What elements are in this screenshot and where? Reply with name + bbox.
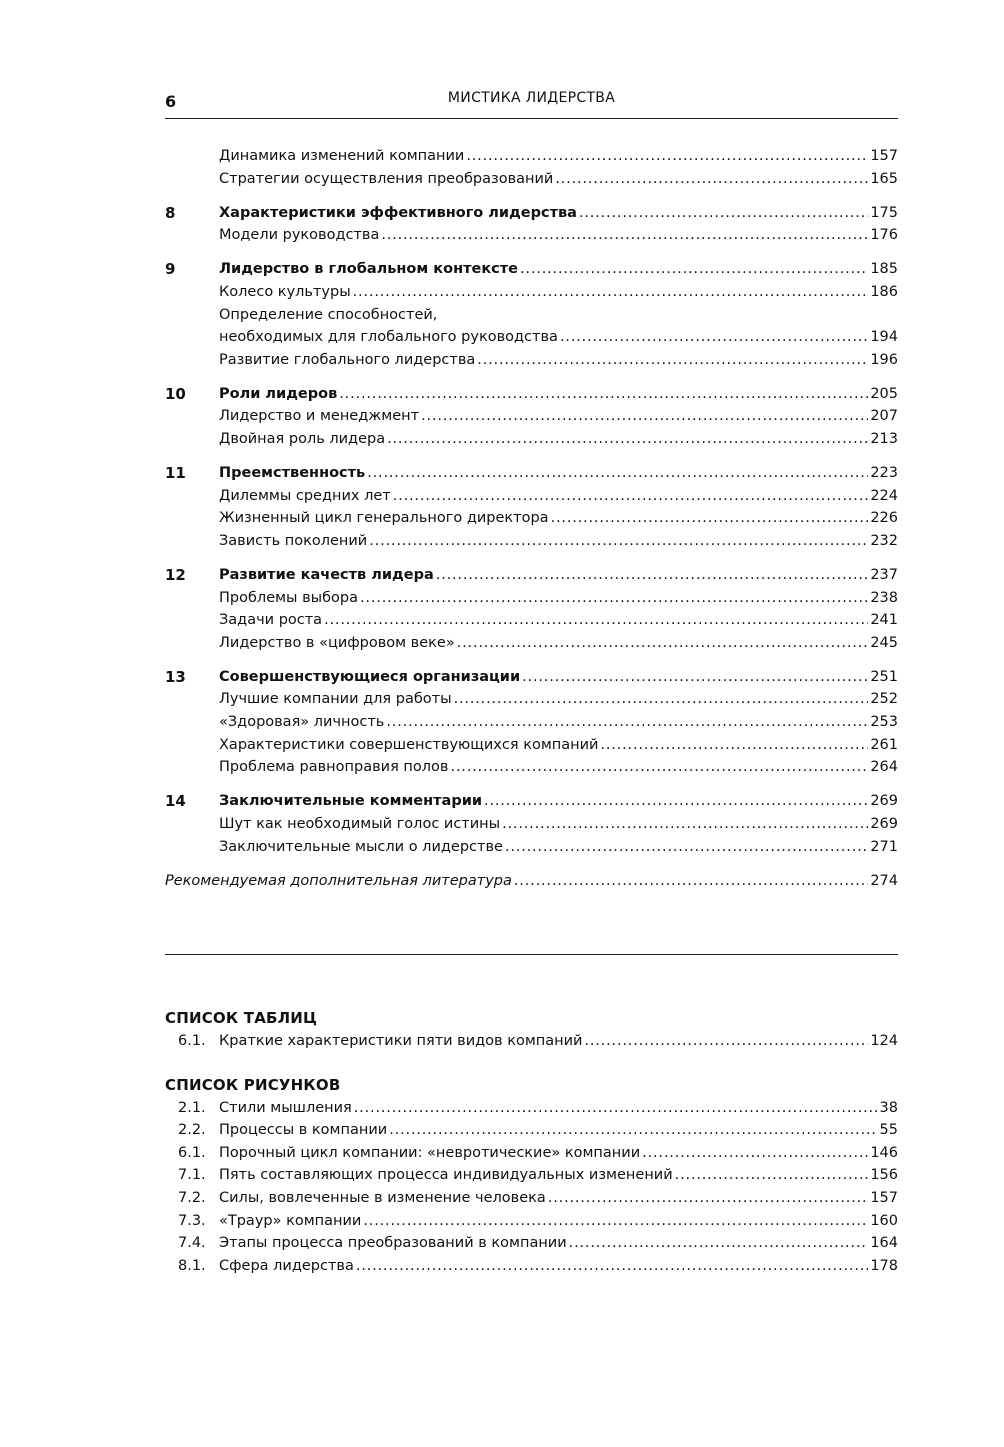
- chapter-title: Преемственность: [219, 465, 366, 482]
- toc-item[interactable]: [165, 632, 898, 655]
- chapter-number: 10: [165, 384, 186, 403]
- toc-item-title: необходимых для глобального руководства: [219, 329, 558, 346]
- toc-chapter-12[interactable]: [165, 564, 898, 587]
- toc-item-title: Модели руководства: [219, 227, 380, 244]
- chapter-page: 223: [870, 465, 898, 482]
- toc-item-title: Определение способностей,: [219, 306, 438, 323]
- toc-item-page: 224: [870, 487, 898, 504]
- toc-item[interactable]: [165, 428, 898, 451]
- item-number: 6.1.: [178, 1144, 206, 1161]
- item-title: Силы, вовлеченные в изменение человека: [219, 1189, 546, 1206]
- toc-item[interactable]: [165, 281, 898, 304]
- figure-list-item[interactable]: [165, 1232, 898, 1255]
- page-number: 6: [165, 92, 177, 111]
- toc-item[interactable]: [165, 224, 898, 247]
- item-page: 178: [870, 1257, 898, 1274]
- toc-item-title: «Здоровая» личность: [219, 714, 385, 731]
- toc-item-page: 157: [870, 148, 898, 164]
- toc-item-title: Стратегии осуществления преобразований: [219, 170, 554, 187]
- toc-item-page: 232: [870, 532, 898, 549]
- item-number: 2.1.: [178, 1099, 206, 1116]
- toc-item[interactable]: [165, 609, 898, 632]
- toc-item-page: 176: [870, 227, 898, 244]
- toc-chapter-13[interactable]: [165, 666, 898, 689]
- chapter-title: Характеристики эффективного лидерства: [219, 204, 577, 221]
- lists-section: [165, 1006, 898, 1277]
- toc-item-title: Заключительные мысли о лидерстве: [219, 838, 503, 855]
- page-header: [165, 86, 898, 119]
- toc-chapter-9[interactable]: [165, 258, 898, 281]
- item-title: Процессы в компании: [219, 1122, 388, 1139]
- item-title: Этапы процесса преобразований в компании: [219, 1235, 567, 1252]
- toc-item-title: Проблемы выбора: [219, 589, 359, 606]
- figure-list-item[interactable]: [165, 1210, 898, 1233]
- item-page: 146: [870, 1144, 898, 1161]
- item-number: 7.1.: [178, 1167, 206, 1184]
- toc-item-title: Двойная роль лидера: [219, 431, 386, 448]
- toc-item-page: 253: [870, 714, 898, 731]
- chapter-page: 251: [870, 668, 898, 685]
- item-number: 7.2.: [178, 1189, 206, 1206]
- chapter-number: 12: [165, 566, 186, 584]
- item-title: Краткие характеристики пяти видов компаний: [219, 1033, 583, 1049]
- toc-chapter-10[interactable]: [165, 383, 898, 406]
- toc-item[interactable]: [165, 485, 898, 508]
- toc-item-title: Задачи роста: [219, 612, 323, 629]
- chapter-page: 205: [870, 385, 898, 402]
- chapter-title: Развитие качеств лидера: [219, 567, 434, 583]
- toc-item-title: Лидерство и менеджмент: [219, 408, 420, 425]
- toc-item-page: 264: [870, 759, 898, 776]
- item-page: 164: [870, 1235, 898, 1252]
- toc-item-page: 194: [870, 329, 898, 346]
- toc-item-page: 165: [870, 170, 898, 187]
- table-of-contents: [165, 145, 898, 892]
- toc-item-page: 261: [870, 736, 898, 753]
- toc-item[interactable]: [165, 507, 898, 530]
- item-number: 8.1.: [178, 1257, 206, 1274]
- toc-chapter-14[interactable]: [165, 790, 898, 813]
- toc-item-page: 226: [870, 510, 898, 527]
- item-number: 6.1.: [178, 1033, 206, 1049]
- chapter-page: 269: [870, 793, 898, 810]
- figure-list-item[interactable]: [165, 1164, 898, 1187]
- toc-item[interactable]: [165, 836, 898, 859]
- toc-item-page: 271: [870, 838, 898, 855]
- toc-item[interactable]: [165, 349, 898, 372]
- chapter-number: 14: [165, 792, 186, 811]
- toc-item-title: Колесо культуры: [219, 283, 351, 300]
- item-number: 2.2.: [178, 1122, 206, 1139]
- toc-item-title: Жизненный цикл генерального директора: [219, 510, 549, 527]
- toc-item-page: 207: [870, 408, 898, 425]
- toc-item-first-line[interactable]: [165, 304, 898, 327]
- toc-item[interactable]: [165, 145, 898, 168]
- item-number: 7.3.: [178, 1212, 206, 1229]
- toc-item-title: Лидерство в «цифровом веке»: [219, 634, 455, 651]
- toc-item[interactable]: [165, 168, 898, 191]
- chapter-number: 8: [165, 203, 176, 222]
- toc-item-title: Шут как необходимый голос истины: [219, 815, 501, 832]
- toc-item-page: 213: [870, 431, 898, 448]
- item-page: 156: [870, 1167, 898, 1184]
- toc-item-title: Дилеммы средних лет: [219, 487, 391, 504]
- chapter-number: 11: [165, 464, 186, 483]
- toc-item[interactable]: [165, 711, 898, 734]
- item-page: 55: [879, 1122, 898, 1139]
- toc-further-reading[interactable]: [165, 870, 898, 893]
- chapter-title: Роли лидеров: [219, 385, 338, 402]
- toc-item-page: 238: [870, 589, 898, 606]
- table-list-item[interactable]: [165, 1030, 898, 1053]
- figure-list-item[interactable]: [165, 1097, 898, 1120]
- chapter-title: Заключительные комментарии: [219, 793, 483, 810]
- item-title: Порочный цикл компании: «невротические» компании: [219, 1144, 641, 1161]
- toc-item[interactable]: [165, 813, 898, 836]
- chapter-title: Лидерство в глобальном контексте: [219, 261, 519, 278]
- chapter-page: 175: [870, 204, 898, 221]
- item-number: 7.4.: [178, 1235, 206, 1252]
- toc-item-title: Проблема равноправия полов: [219, 759, 449, 776]
- chapter-number: 9: [165, 260, 176, 279]
- further-reading-title: Рекомендуемая дополнительная литература: [165, 872, 512, 889]
- toc-item-page: 269: [870, 815, 898, 832]
- tables-list-heading: СПИСОК ТАБЛИЦ: [165, 1009, 318, 1027]
- figure-list-item[interactable]: [165, 1187, 898, 1210]
- item-title: Сфера лидерства: [219, 1257, 354, 1274]
- toc-item[interactable]: [165, 405, 898, 428]
- item-page: 160: [870, 1212, 898, 1229]
- toc-item-page: 196: [870, 351, 898, 368]
- figure-list-item[interactable]: [165, 1119, 898, 1142]
- item-page: 157: [870, 1189, 898, 1206]
- item-title: «Траур» компании: [219, 1212, 362, 1229]
- figure-list-item[interactable]: [165, 1142, 898, 1165]
- further-reading-page: 274: [870, 872, 898, 889]
- chapter-page: 237: [870, 567, 898, 583]
- toc-item[interactable]: [165, 734, 898, 757]
- running-title: МИСТИКА ЛИДЕРСТВА: [447, 90, 616, 106]
- item-page: 124: [870, 1033, 898, 1049]
- item-title: Пять составляющих процесса индивидуальных изменений: [219, 1167, 673, 1184]
- toc-item-page: 252: [870, 691, 898, 708]
- toc-item[interactable]: [165, 530, 898, 553]
- chapter-page: 185: [870, 261, 898, 278]
- toc-item[interactable]: [165, 587, 898, 610]
- item-page: 38: [879, 1099, 898, 1116]
- item-title: Стили мышления: [219, 1099, 352, 1116]
- figures-list-heading: СПИСОК РИСУНКОВ: [165, 1075, 341, 1094]
- toc-item-page: 245: [870, 634, 898, 651]
- toc-item-title: Динамика изменений компании: [219, 148, 465, 164]
- toc-item[interactable]: [165, 756, 898, 779]
- toc-item-title: Характеристики совершенствующихся компаний: [219, 736, 599, 753]
- chapter-title: Совершенствующиеся организации: [219, 668, 521, 685]
- toc-item-title: Развитие глобального лидерства: [219, 351, 476, 368]
- chapter-number: 13: [165, 667, 186, 686]
- section-divider: [165, 954, 898, 955]
- toc-item-title: Лучшие компании для работы: [219, 691, 452, 708]
- toc-item[interactable]: [165, 688, 898, 711]
- toc-chapter-11[interactable]: [165, 462, 898, 485]
- toc-item-page: 186: [870, 283, 898, 300]
- figure-list-item[interactable]: [165, 1255, 898, 1278]
- toc-item-title: Зависть поколений: [219, 532, 368, 549]
- toc-item-page: 241: [870, 612, 898, 629]
- toc-chapter-8[interactable]: [165, 202, 898, 225]
- toc-item[interactable]: [165, 326, 898, 349]
